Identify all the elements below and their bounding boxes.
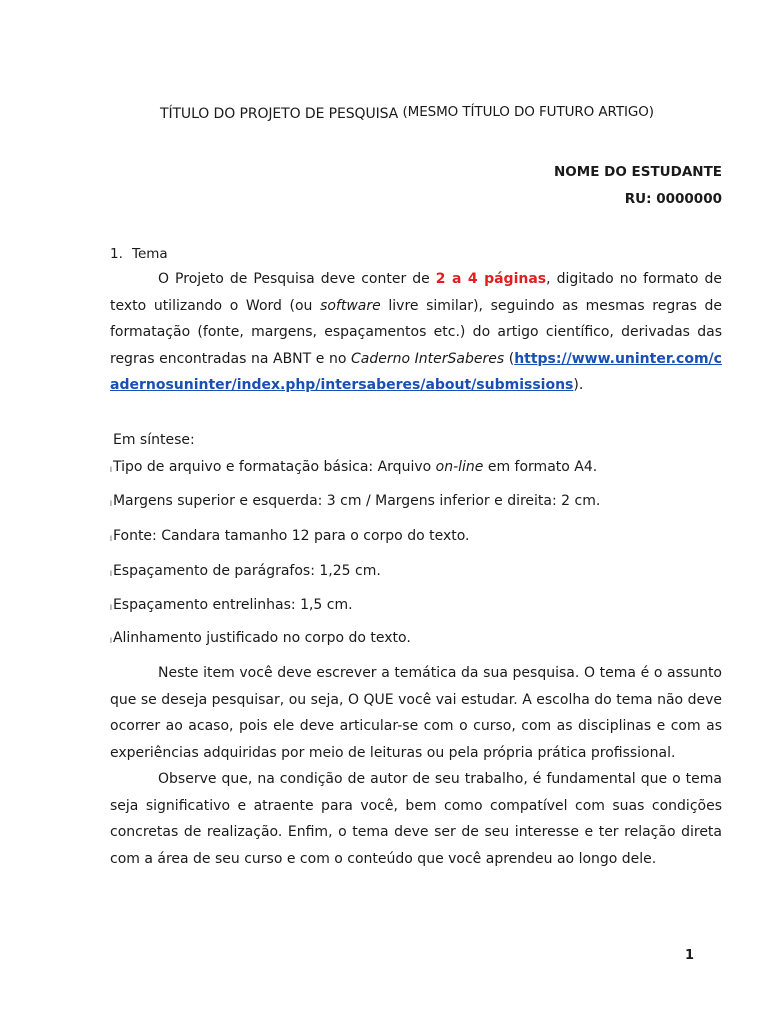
bullet-marker: l — [110, 570, 112, 578]
bullet-text-end: em formato A4. — [483, 459, 598, 475]
student-ru: RU: 0000000 — [624, 191, 722, 207]
bullet-text: Margens superior e esquerda: 3 cm / Margens inferior e direita: 2 cm. — [112, 493, 601, 509]
bullet-text: Fonte: Candara tamanho 12 para o corpo do texto. — [112, 528, 470, 544]
title-text: TÍTULO DO PROJETO DE PESQUISA — [160, 106, 399, 122]
list-item — [110, 563, 381, 579]
author-paragraph — [110, 766, 722, 872]
submission-link[interactable]: https://www.uninter.com/cadernosuninter/index.php/intersaberes/about/submissions — [110, 350, 722, 393]
bullet-marker: l — [110, 500, 112, 508]
online-term: on-line — [435, 459, 484, 475]
section-title: Tema — [132, 246, 168, 262]
summary-label: Em síntese: — [113, 432, 195, 448]
bullet-marker: l — [110, 604, 112, 612]
bullet-text: Espaçamento de parágrafos: 1,25 cm. — [112, 563, 381, 579]
page-count-highlight: 2 a 4 páginas — [435, 271, 547, 287]
student-name: NOME DO ESTUDANTE — [553, 164, 722, 180]
list-item — [110, 459, 597, 475]
list-item — [110, 630, 411, 646]
section-number: 1. — [110, 246, 123, 262]
list-item — [110, 597, 353, 613]
bullet-marker: l — [110, 535, 112, 543]
bullet-text: Espaçamento entrelinhas: 1,5 cm. — [112, 597, 353, 613]
intro-text-4: ( — [504, 350, 515, 367]
bullet-marker: l — [110, 466, 112, 474]
project-title — [160, 106, 654, 122]
intro-text-2: , digitado no formato de texto utilizando o Word (ou — [110, 271, 722, 314]
intro-text-1: O Projeto de Pesquisa deve conter de — [158, 271, 436, 287]
software-term: software — [320, 297, 381, 314]
intro-paragraph — [110, 266, 722, 399]
bullet-text: Tipo de arquivo e formatação básica: Arquivo — [112, 459, 436, 475]
bullet-text: Alinhamento justificado no corpo do texto. — [112, 630, 411, 646]
section-heading — [110, 246, 168, 262]
list-item — [110, 528, 470, 544]
page-number: 1 — [684, 948, 694, 963]
theme-paragraph-text: Neste item você deve escrever a temática da sua pesquisa. O tema é o assunto que se deseja pesquisar, ou seja, O QUE você vai estudar. A escolha do tema não deve ocorrer ao acaso, pois ele deve articular-se com o curso, com as disciplinas e com as experiências adquiridas por meio de leituras ou pela própria prática profissional. — [110, 665, 722, 761]
title-note: (MESMO TÍTULO DO FUTURO ARTIGO) — [402, 104, 654, 120]
intro-text-5: ). — [573, 377, 584, 393]
theme-paragraph — [110, 660, 722, 766]
author-paragraph-text: Observe que, na condição de autor de seu trabalho, é fundamental que o tema seja significativo e atraente para você, bem como compatível com suas condições concretas de realização. Enfim, o tema deve ser de seu interesse e ter relação direta com a área de seu curso e com o conteúdo que você aprendeu ao longo dele. — [110, 771, 722, 867]
intro-text-3: livre similar), seguindo as mesmas regras de formatação (fonte, margens, espaçamentos etc.) do artigo científico, derivadas das regras encontradas na ABNT e no — [110, 297, 722, 367]
caderno-name: Caderno InterSaberes — [351, 350, 505, 367]
bullet-marker: l — [110, 637, 112, 645]
list-item — [110, 493, 600, 509]
